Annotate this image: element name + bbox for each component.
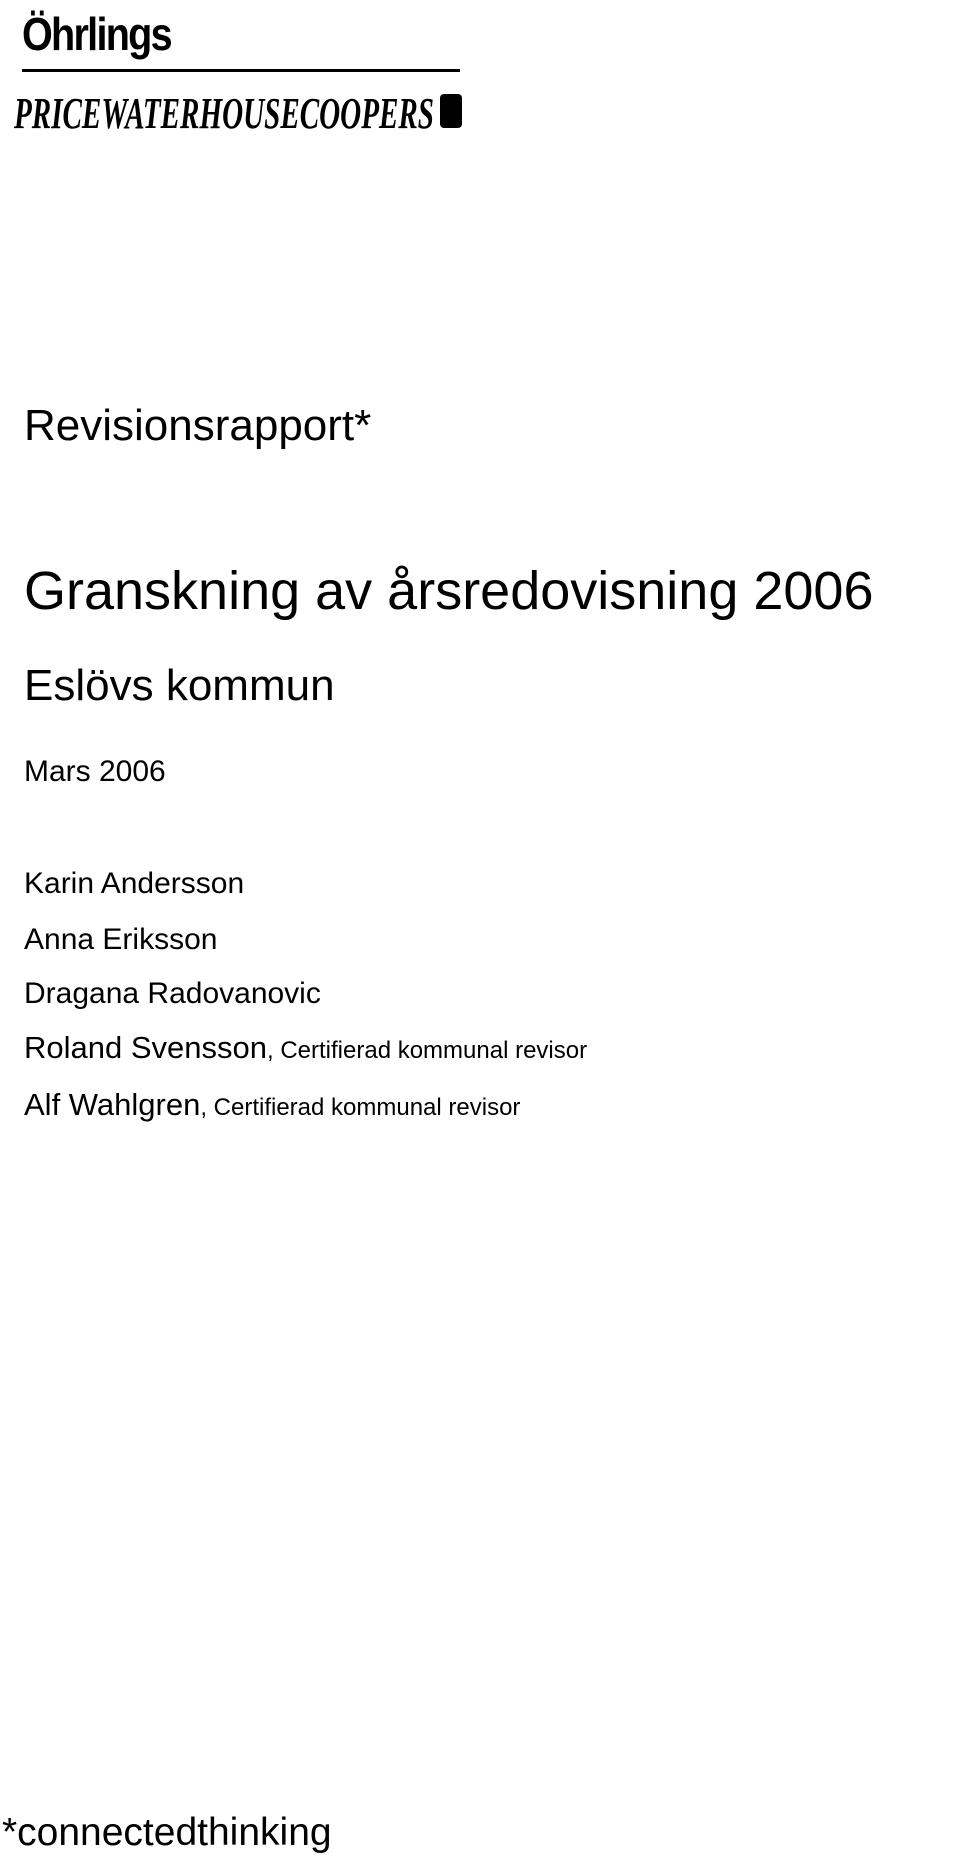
organization-name: Eslövs kommun	[24, 661, 335, 710]
author-line	[24, 974, 321, 1014]
author-name: Alf Wahlgren	[24, 1087, 201, 1122]
author-line	[24, 920, 217, 960]
author-line	[24, 1028, 587, 1071]
author-title: , Certifierad kommunal revisor	[200, 1094, 521, 1121]
author-title: , Certifierad kommunal revisor	[267, 1037, 588, 1064]
author-name: Roland Svensson	[24, 1030, 267, 1065]
author-line	[24, 864, 244, 904]
footer-tagline: *connectedthinking	[2, 1811, 332, 1854]
logo-divider	[22, 69, 460, 72]
pwc-logo-wordmark: PRICEWATERHOUSECOOPERS	[13, 89, 434, 138]
author-name: Dragana Radovanovic	[24, 977, 321, 1010]
author-line	[24, 1085, 520, 1128]
pwc-logo-mark	[440, 94, 462, 128]
document-title: Granskning av årsredovisning 2006	[24, 561, 874, 621]
document-type: Revisionsrapport*	[24, 401, 372, 450]
document-date: Mars 2006	[24, 755, 166, 788]
pwc-logo	[14, 82, 464, 138]
author-name: Anna Eriksson	[24, 923, 218, 956]
author-name: Karin Andersson	[24, 867, 245, 900]
firm-logo-ohrlings: Öhrlings	[22, 8, 171, 60]
